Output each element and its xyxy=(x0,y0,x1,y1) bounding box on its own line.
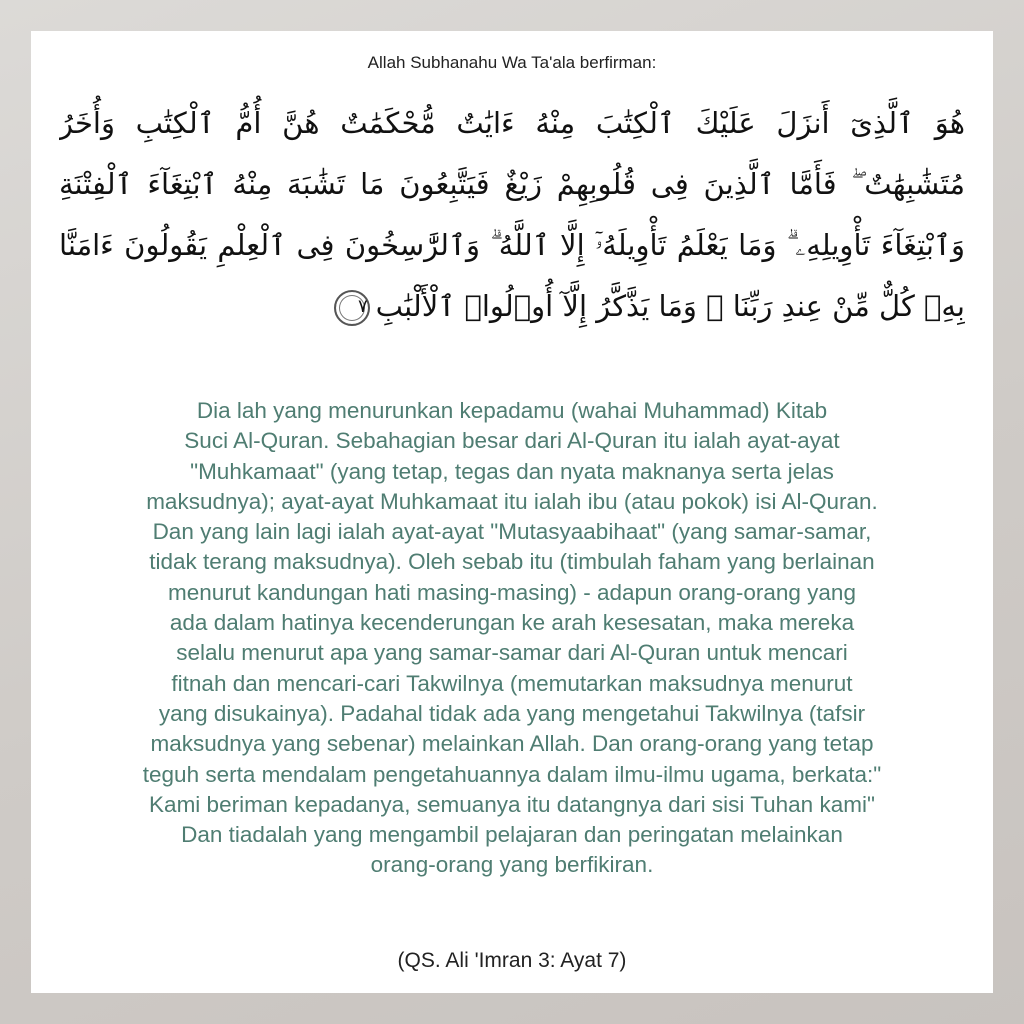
translation-text xyxy=(49,396,975,881)
translation-line: fitnah dan mencari-cari Takwilnya (memutarkan maksudnya menurut xyxy=(171,670,853,696)
translation-line: yang disukainya). Padahal tidak ada yang mengetahui Takwilnya (tafsir xyxy=(158,700,866,726)
translation-line: ada dalam hatinya kecenderungan ke arah kesesatan, maka mereka xyxy=(169,610,855,636)
translation-line: maksudnya); ayat-ayat Muhkamaat itu ialah ibu (atau pokok) isi Al-Quran. xyxy=(146,488,878,514)
verse-reference: (QS. Ali 'Imran 3: Ayat 7) xyxy=(397,949,627,972)
verse-line-4 xyxy=(59,276,965,337)
translation-line: Dan yang lain lagi ialah ayat-ayat "Mutasyaabihaat" (yang samar-samar, xyxy=(152,519,872,545)
translation-line: menurut kandungan hati masing-masing) - adapun orang-orang yang xyxy=(168,579,856,605)
translation-line: orang-orang yang berfikiran. xyxy=(370,852,654,878)
translation-line: tidak terang maksudnya). Oleh sebab itu (timbulah faham yang berlainan xyxy=(149,549,875,575)
translation-line: Suci Al-Quran. Sebahagian besar dari Al-Quran itu ialah ayat-ayat xyxy=(184,428,840,454)
verse-line-4-text: بِهِۦ كُلٌّ مِّنْ عِندِ رَبِّنَا ۗ وَمَا يَذَّكَّرُ إِلَّآ أُو۟لُوا۟ ٱلْأَلْبَٰبِ xyxy=(375,289,965,323)
verse-line-1: هُوَ ٱلَّذِىٓ أَنزَلَ عَلَيْكَ ٱلْكِتَٰبَ مِنْهُ ءَايَٰتٌ مُّحْكَمَٰتٌ هُنَّ أُمُّ ٱلْكِتَٰبِ وَأُخَرُ xyxy=(59,106,965,140)
intro-text: Allah Subhanahu Wa Ta'ala berfirman: xyxy=(367,53,657,72)
verse-line-3: وَٱبْتِغَآءَ تَأْوِيلِهِۦ ۗ وَمَا يَعْلَمُ تَأْوِيلَهُۥٓ إِلَّا ٱللَّهُ ۗ وَٱلرَّٰسِخُونَ فِى ٱلْعِلْمِ يَقُولُونَ ءَامَنَّا xyxy=(59,228,965,262)
arabic-verse xyxy=(59,93,965,337)
verse-line-2: مُتَشَٰبِهَٰتٌ ۖ فَأَمَّا ٱلَّذِينَ فِى قُلُوبِهِمْ زَيْغٌ فَيَتَّبِعُونَ مَا تَشَٰبَهَ مِنْهُ ٱبْتِغَآءَ ٱلْفِتْنَةِ xyxy=(59,167,965,201)
ayah-number-mark: ٧ xyxy=(334,290,370,326)
translation-line: Dia lah yang menurunkan kepadamu (wahai Muhammad) Kitab xyxy=(196,398,828,423)
translation-line: teguh serta mendalam pengetahuannya dalam ilmu-ilmu ugama, berkata:" xyxy=(142,761,882,787)
translation-line: maksudnya yang sebenar) melainkan Allah. Dan orang-orang yang tetap xyxy=(150,731,874,757)
verse-card xyxy=(31,31,993,993)
translation-line: Dan tiadalah yang mengambil pelajaran dan peringatan melainkan xyxy=(181,822,843,848)
translation-line: Kami beriman kepadanya, semuanya itu datangnya dari sisi Tuhan kami" xyxy=(149,791,875,817)
translation-line: selalu menurut apa yang samar-samar dari Al-Quran untuk mencari xyxy=(176,640,848,666)
translation-line: "Muhkamaat" (yang tetap, tegas dan nyata maknanya serta jelas xyxy=(190,458,834,484)
